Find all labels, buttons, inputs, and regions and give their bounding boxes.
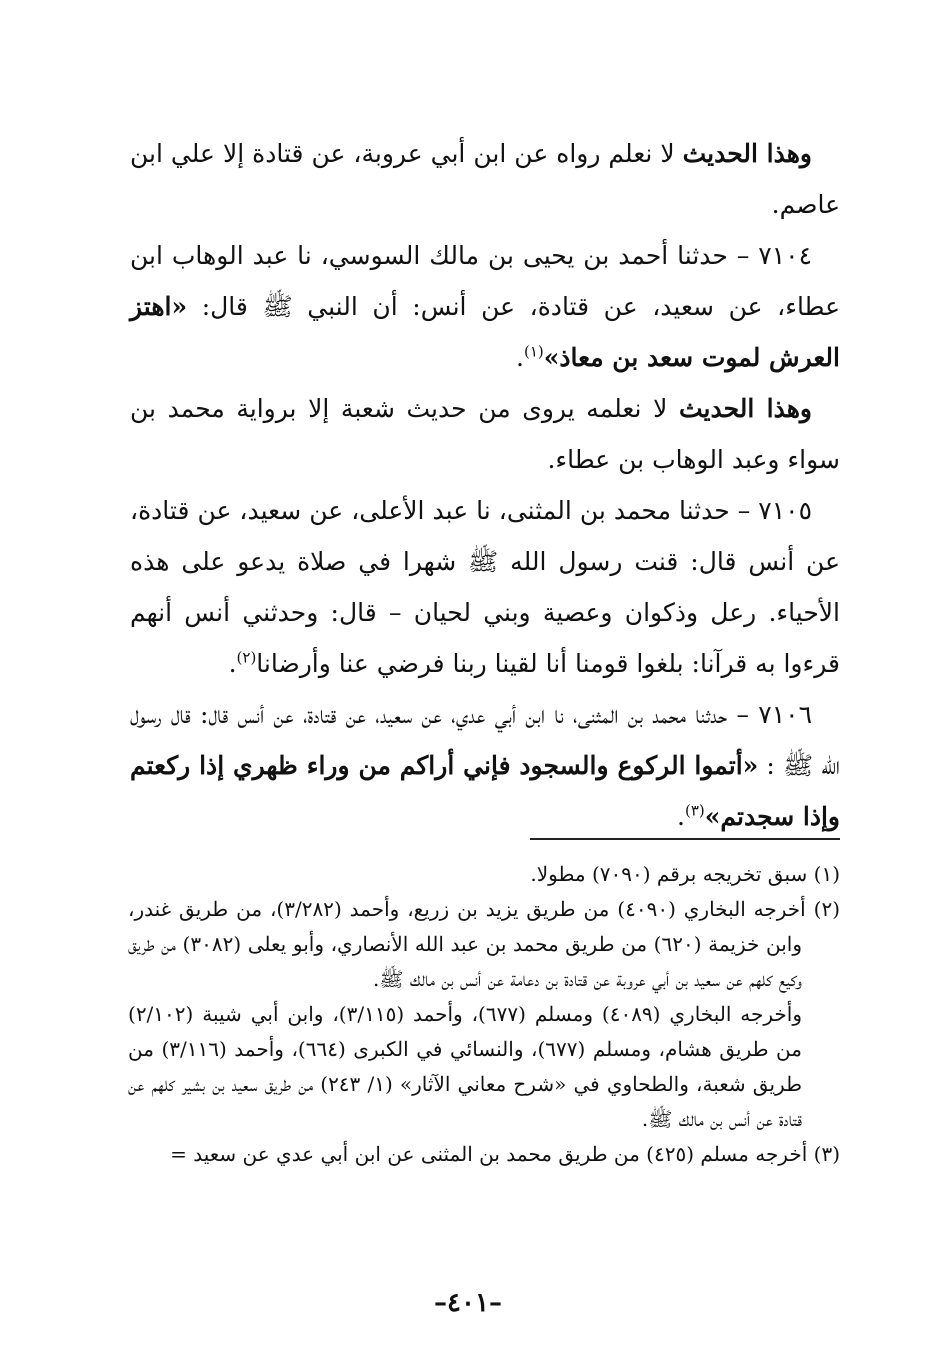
paragraph-hadith-note-2 (130, 383, 840, 485)
paragraph-text: ٧١٠٤ – حدثنا أحمد بن يحيى بن مالك السوسي، نا عبد الوهاب ابن عطاء، عن سعيد، عن قتادة، عن أنس: أن النبي ﷺ قال: (130, 241, 840, 321)
footnote-1: (١) سبق تخريجه برقم (٧٠٩٠) مطولا. (530, 862, 840, 886)
paragraph-text: لا نعلم رواه عن ابن أبي عروبة، عن قتادة إلا علي ابن عاصم. (130, 139, 840, 219)
period: . (228, 649, 237, 678)
main-text-body (130, 128, 840, 842)
footnote-3: (٣) أخرجه مسلم (٤٢٥) من طريق محمد بن المثنى عن ابن أبي عدي عن سعيد = (170, 1142, 840, 1166)
footnote-2-continuation: وأخرجه البخاري (٤٠٨٩) ومسلم (٦٧٧)، وأحمد (٣/١١٥)، وابن أبي شيبة (٢/١٠٢) من طريق هشام، ومسلم (٦٧٧)، والنسائي في الكبرى (٦٦٤)، وأحمد (٣/١١٦) من طريق شعبة، والطحاوي في «شرح معاني الآثار» (١/ ٢٤٣) من طريق سعيد بن بشير كلهم عن قتادة عن أنس بن مالك ﷺ. (128, 1002, 803, 1131)
footnote-ref-3: (٣) (684, 801, 705, 820)
hadith-quote: «اهتز العرش لموت سعد بن معاذ» (130, 292, 840, 372)
period: . (516, 343, 524, 372)
page-number: –٤٠١– (434, 1288, 502, 1318)
paragraph-text: لا نعلمه يروى من حديث شعبة إلا برواية محمد بن سواء وعبد الوهاب بن عطاء. (130, 394, 840, 474)
paragraph-text: ٧١٠٦ – حدثنا محمد بن المثنى، نا ابن أبي عدي، عن سعيد، عن قتادة، عن أنس قال: قال رسول الله ﷺ : (130, 700, 840, 780)
paragraph-hadith-7104 (130, 230, 840, 383)
footnote-ref-2: (٢) (236, 648, 257, 667)
footnote-ref-1: (١) (524, 342, 544, 361)
bold-lead-phrase: وهذا الحديث (678, 394, 812, 423)
paragraph-hadith-7105 (130, 485, 840, 689)
paragraph-hadith-note-1 (130, 128, 840, 230)
paragraph-text: ٧١٠٥ – حدثنا محمد بن المثنى، نا عبد الأعلى، عن سعيد، عن قتادة، عن أنس قال: قنت رسول الله ﷺ شهرا في صلاة يدعو على هذه الأحياء. رعل وذكوان وعصية وبني لحيان – قال: وحدثني أنس أنهم قرءوا به قرآنا: بلغوا قومنا أنا لقينا ربنا فرضي عنا وأرضانا (130, 496, 840, 678)
bold-lead-phrase: وهذا الحديث (682, 139, 812, 168)
footnote-2: (٢) أخرجه البخاري (٤٠٩٠) من طريق يزيد بن زريع، وأحمد (٣/٢٨٢)، من طريق غندر، وابن خزيمة (٦٢٠) من طريق محمد بن عبد الله الأنصاري، وأبو يعلى (٣٠٨٢) من طريق وكيع كلهم عن سعيد بن أبي عروبة عن قتادة بن دعامة عن أنس بن مالك ﷺ. (128, 897, 840, 991)
footnote-divider (530, 838, 840, 840)
period: . (677, 802, 685, 831)
hadith-quote: «أتموا الركوع والسجود فإني أراكم من وراء ظهري إذا ركعتم وإذا سجدتم» (130, 751, 840, 831)
paragraph-hadith-7106 (130, 689, 840, 842)
footnotes-section (128, 857, 840, 1172)
